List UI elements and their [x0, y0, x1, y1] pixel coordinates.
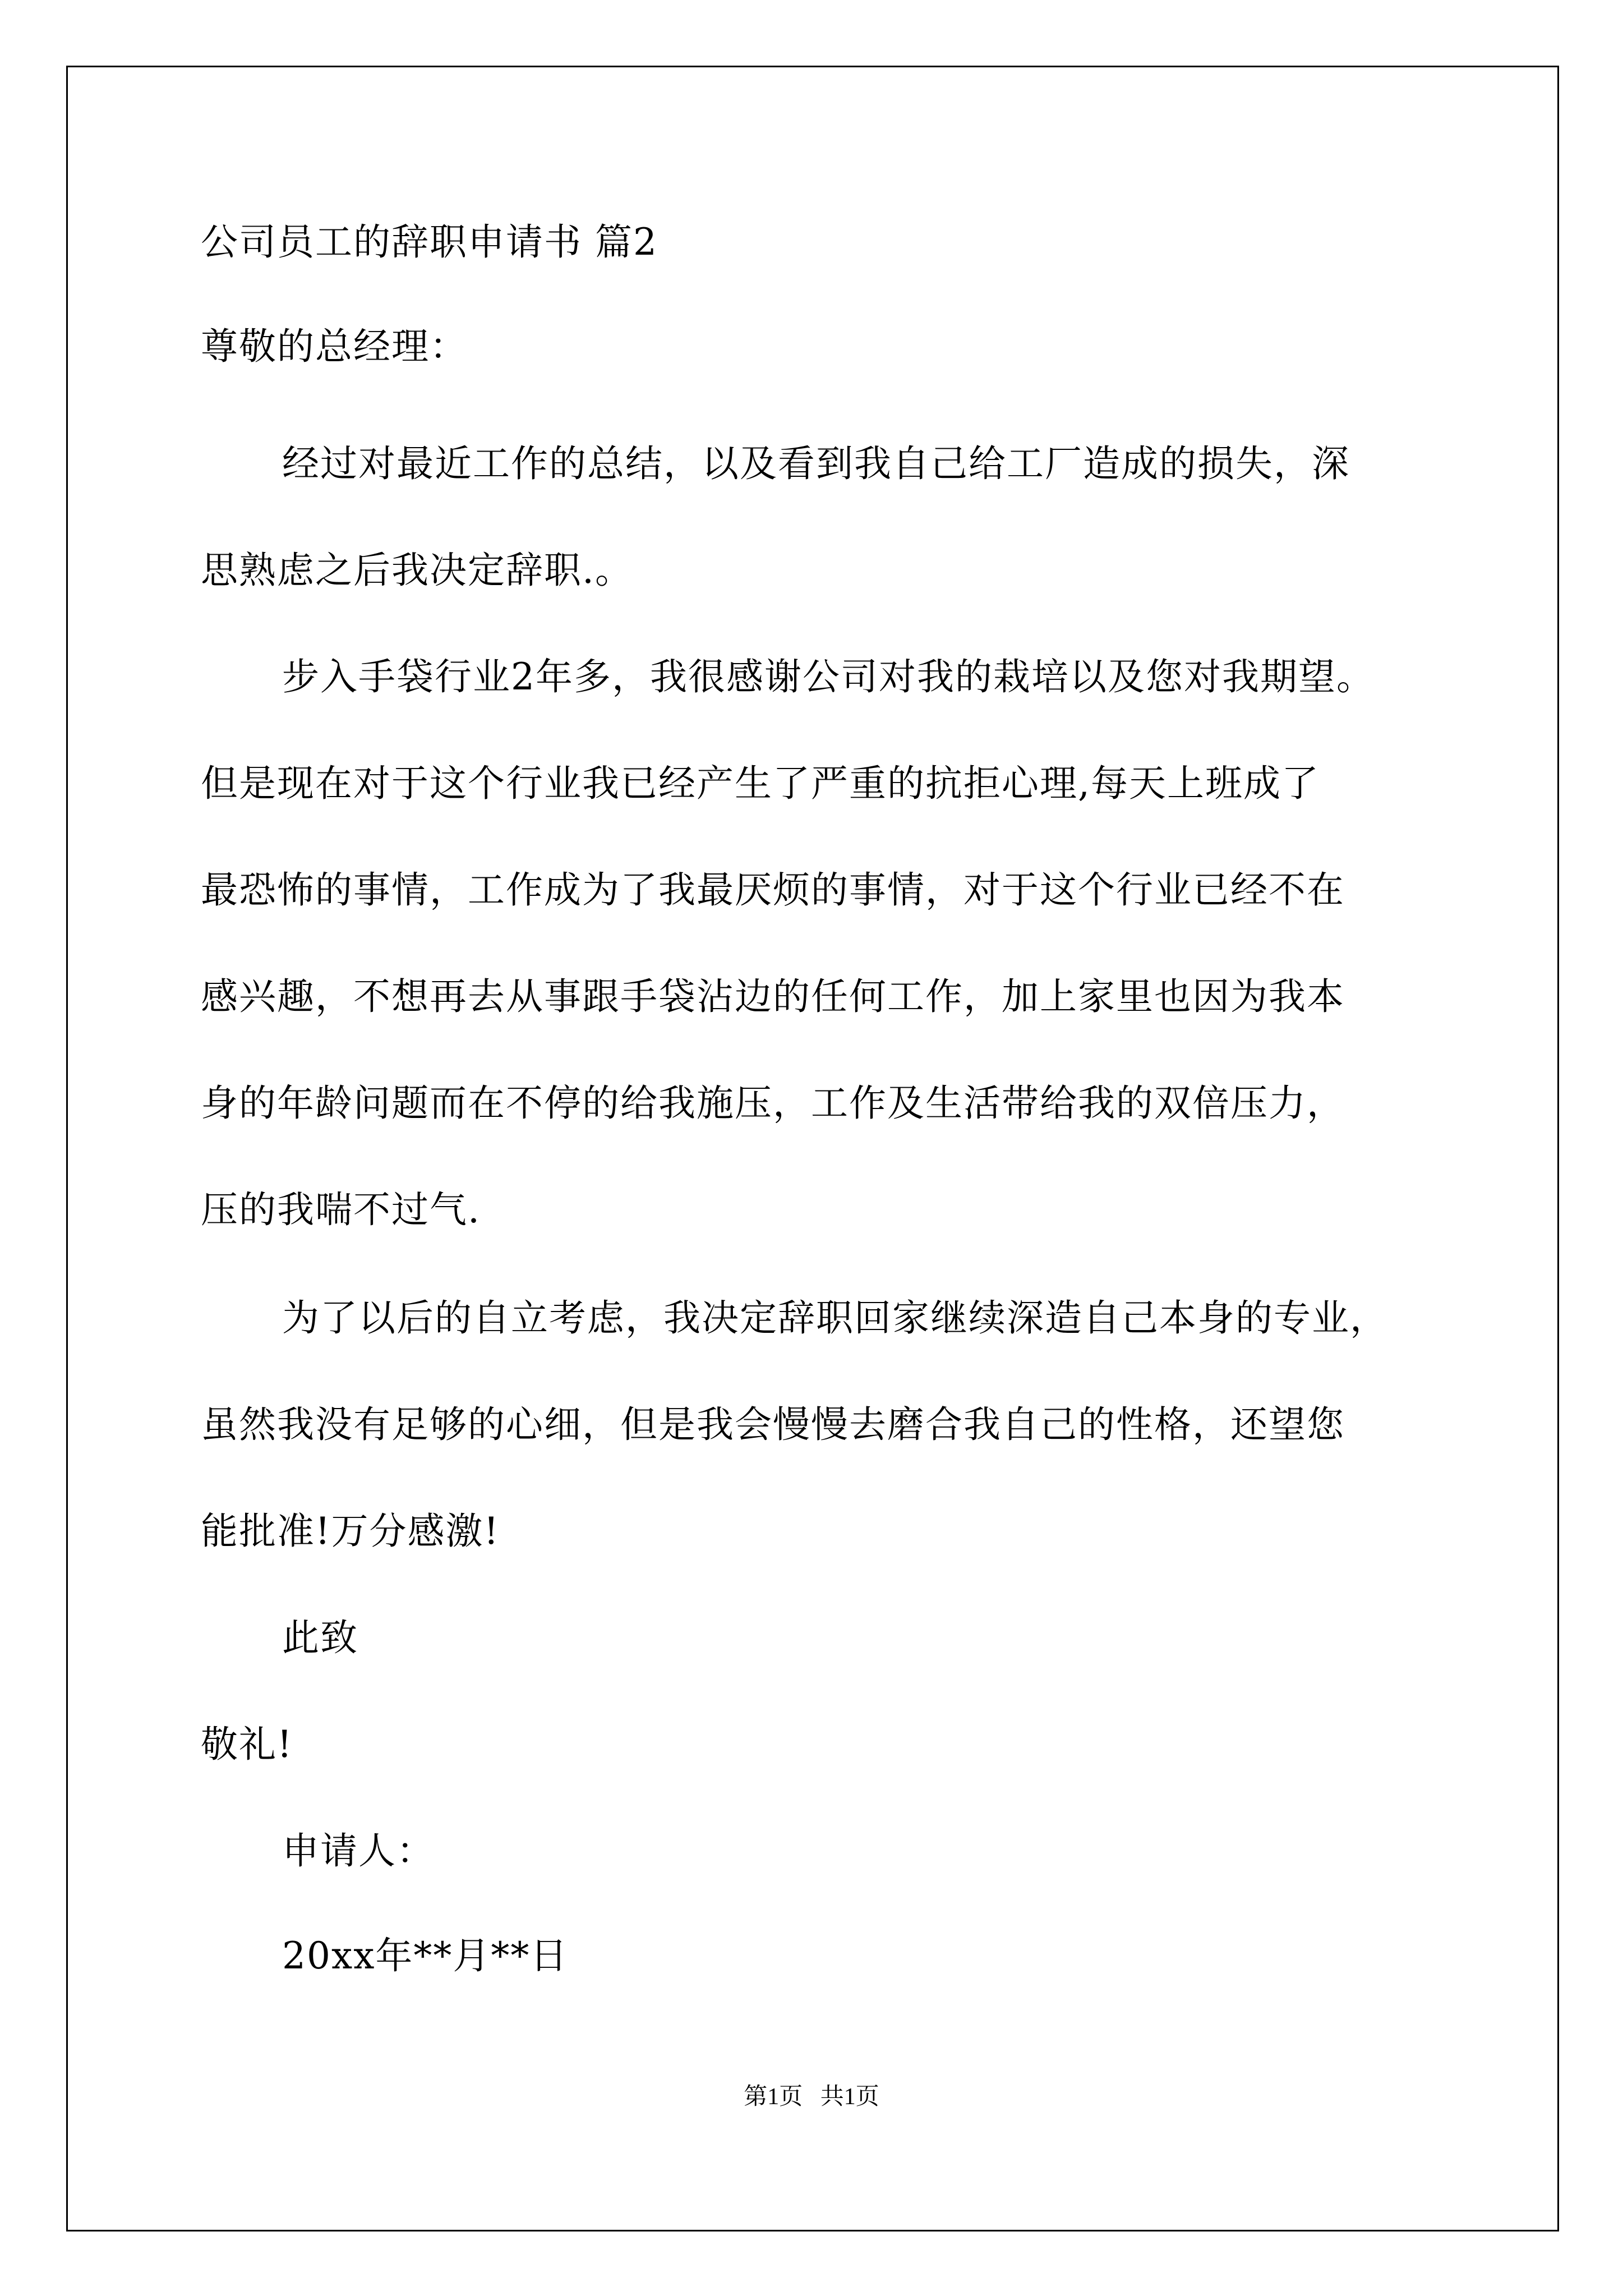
closing: 此致 — [282, 1616, 358, 1659]
paragraph-2-line-5: 身的年龄问题而在不停的给我施压，工作及生活带给我的双倍压力， — [201, 1082, 1345, 1125]
regards: 敬礼! — [201, 1723, 293, 1766]
paragraph-1-line-1: 经过对最近工作的总结，以及看到我自己给工厂造成的损失，深 — [282, 442, 1350, 485]
paragraph-1-line-2: 思熟虑之后我决定辞职.。 — [201, 549, 633, 592]
document-title: 公司员工的辞职申请书 篇2 — [201, 220, 658, 264]
paragraph-2-line-1: 步入手袋行业2年多，我很感谢公司对我的栽培以及您对我期望。 — [282, 655, 1375, 698]
salutation: 尊敬的总经理： — [201, 325, 468, 368]
page-border — [66, 66, 1559, 2231]
applicant-label: 申请人： — [282, 1829, 435, 1872]
paragraph-2-line-3: 最恐怖的事情，工作成为了我最厌烦的事情，对于这个行业已经不在 — [201, 868, 1345, 912]
paragraph-3-line-2: 虽然我没有足够的心细，但是我会慢慢去磨合我自己的性格，还望您 — [201, 1403, 1345, 1446]
paragraph-2-line-4: 感兴趣，不想再去从事跟手袋沾边的任何工作，加上家里也因为我本 — [201, 975, 1345, 1018]
paragraph-2-line-6: 压的我喘不过气. — [201, 1188, 481, 1231]
paragraph-3-line-1: 为了以后的自立考虑，我决定辞职回家继续深造自己本身的专业， — [282, 1296, 1388, 1340]
paragraph-2-line-2: 但是现在对于这个行业我已经产生了严重的抗拒心理,每天上班成了 — [201, 762, 1320, 805]
page-number: 第1页 共1页 — [744, 2084, 879, 2110]
date: 20xx年**月**日 — [282, 1934, 569, 1977]
paragraph-3-line-3: 能批准!万分感激! — [201, 1510, 500, 1553]
